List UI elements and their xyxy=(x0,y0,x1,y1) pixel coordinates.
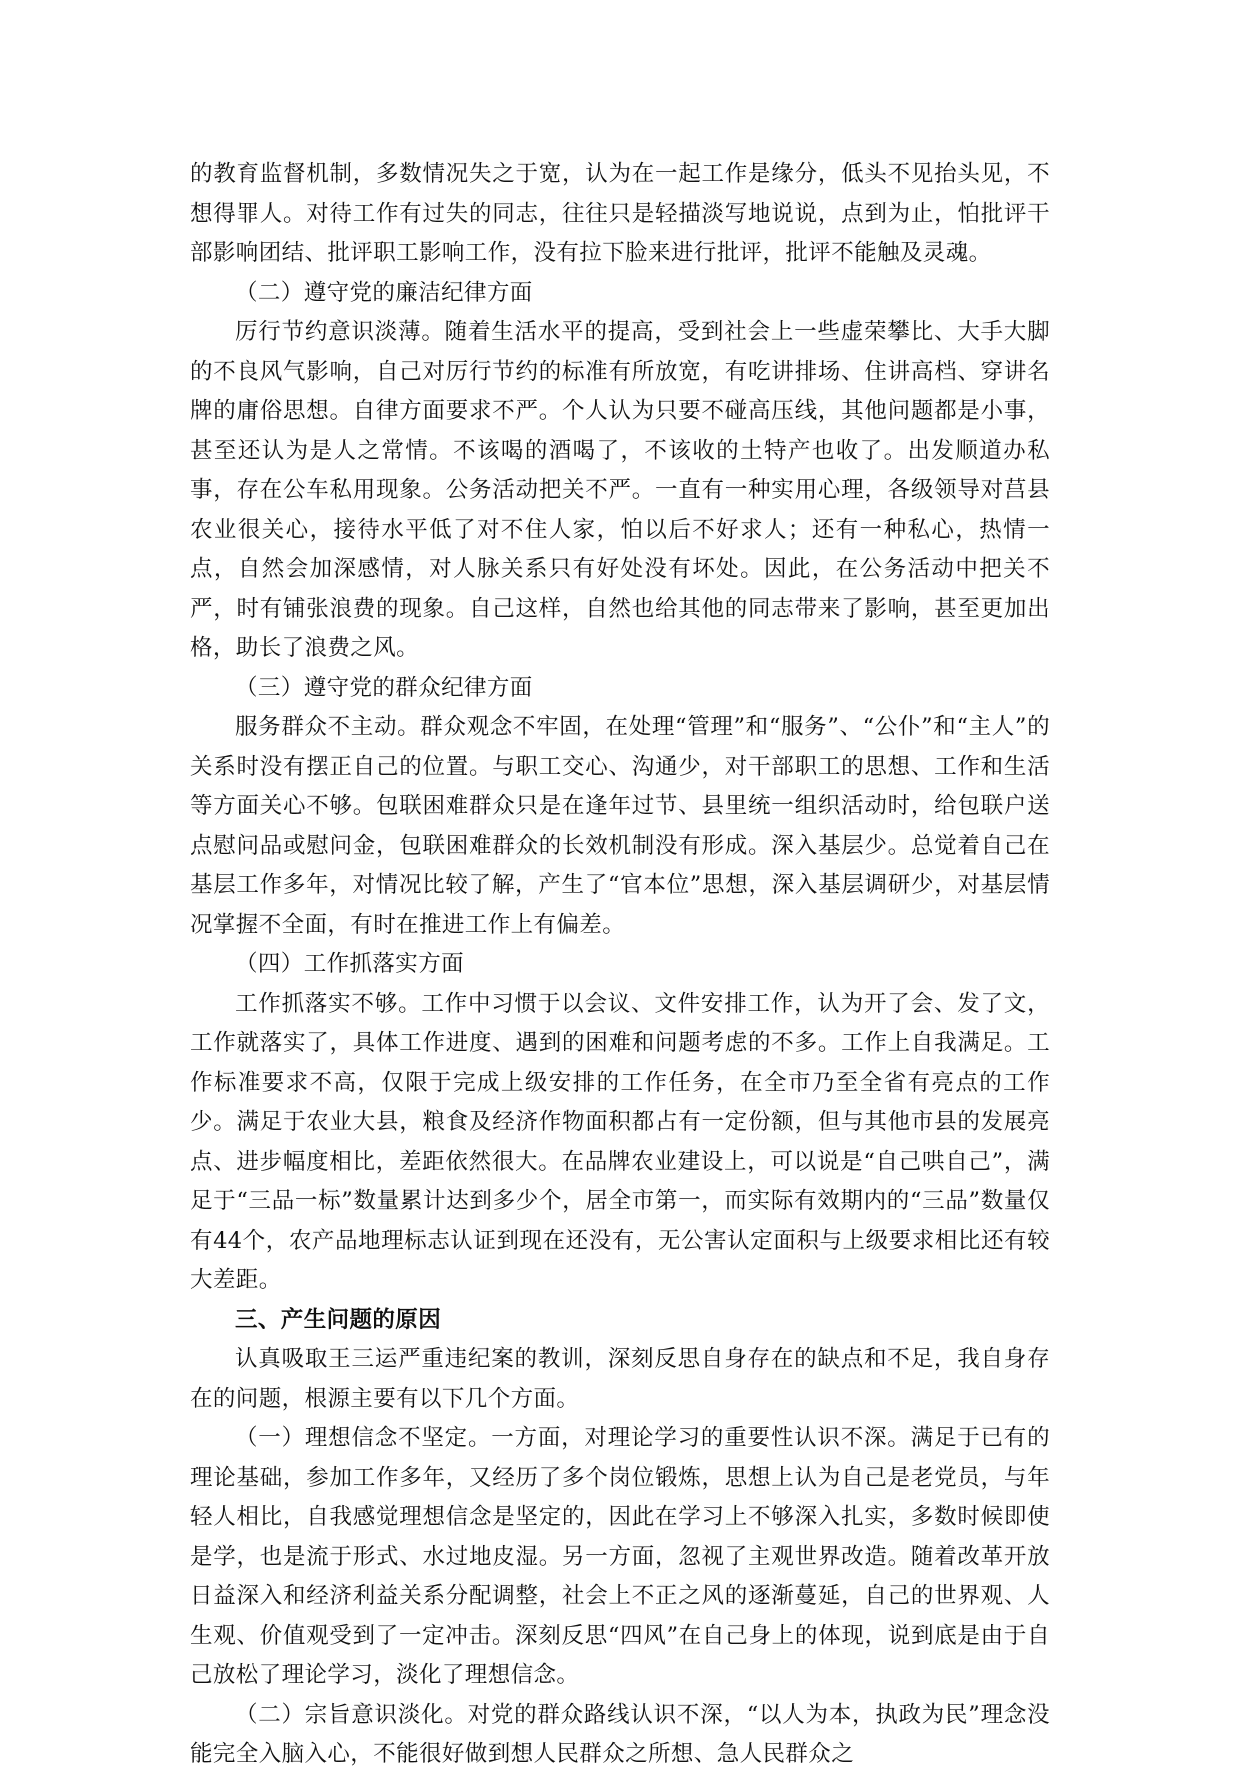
document-page xyxy=(190,155,1050,1775)
chapter-heading-causes: 三、产生问题的原因 xyxy=(235,1306,442,1333)
paragraph-mass-discipline: 服务群众不主动。群众观念不牢固，在处理“管理”和“服务”、“公仆”和“主人”的关系时没有摆正自己的位置。与职工交心、沟通少，对干部职工的思想、工作和生活等方面关心不够。包联困难群众只是在逢年过节、县里统一组织活动时，给包联户送点慰问品或慰问金，包联困难群众的长效机制没有形成。深入基层少。总觉着自己在基层工作多年，对情况比较了解，产生了“官本位”思想，深入基层调研少，对基层情况掌握不全面，有时在推进工作上有偏差。 xyxy=(190,714,1050,938)
paragraph-integrity-discipline: 厉行节约意识淡薄。随着生活水平的提高，受到社会上一些虚荣攀比、大手大脚的不良风气影响，自己对厉行节约的标准有所放宽，有吃讲排场、住讲高档、穿讲名牌的庸俗思想。自律方面要求不严。个人认为只要不碰高压线，其他问题都是小事，甚至还认为是人之常情。不该喝的酒喝了，不该收的土特产也收了。出发顺道办私事，存在公车私用现象。公务活动把关不严。一直有一种实用心理，各级领导对莒县农业很关心，接待水平低了对不住人家，怕以后不好求人；还有一种私心，热情一点，自然会加深感情，对人脉关系只有好处没有坏处。因此，在公务活动中把关不严，时有铺张浪费的现象。自己这样，自然也给其他的同志带来了影响，甚至更加出格，助长了浪费之风。 xyxy=(190,319,1050,661)
paragraph-ideals-beliefs: （一）理想信念不坚定。一方面，对理论学习的重要性认识不深。满足于已有的理论基础，参加工作多年，又经历了多个岗位锻炼，思想上认为自己是老党员，与年轻人相比，自我感觉理想信念是坚定的，因此在学习上不够深入扎实，多数时候即使是学，也是流于形式、水过地皮湿。另一方面，忽视了主观世界改造。随着改革开放日益深入和经济利益关系分配调整，社会上不正之风的逐渐蔓延，自己的世界观、人生观、价值观受到了一定冲击。深刻反思“四风”在自己身上的体现，说到底是由于自己放松了理论学习，淡化了理想信念。 xyxy=(190,1425,1050,1688)
section-heading-integrity-discipline: （二）遵守党的廉洁纪律方面 xyxy=(235,279,533,306)
paragraph-work-implementation: 工作抓落实不够。工作中习惯于以会议、文件安排工作，认为开了会、发了文，工作就落实了，具体工作进度、遇到的困难和问题考虑的不多。工作上自我满足。工作标准要求不高，仅限于完成上级安排的工作任务，在全市乃至全省有亮点的工作少。满足于农业大县，粮食及经济作物面积都占有一定份额，但与其他市县的发展亮点、进步幅度相比，差距依然很大。在品牌农业建设上，可以说是“自己哄自己”，满足于“三品一标”数量累计达到多少个，居全市第一，而实际有效期内的“三品”数量仅有44个，农产品地理标志认证到现在还没有，无公害认定面积与上级要求相比还有较大差距。 xyxy=(190,990,1050,1293)
paragraph-causes-intro: 认真吸取王三运严重违纪案的教训，深刻反思自身存在的缺点和不足，我自身存在的问题，根源主要有以下几个方面。 xyxy=(190,1346,1050,1412)
section-heading-work-implementation: （四）工作抓落实方面 xyxy=(235,951,465,977)
section-heading-mass-discipline: （三）遵守党的群众纪律方面 xyxy=(235,674,533,701)
paragraph-purpose-awareness: （二）宗旨意识淡化。对党的群众路线认识不深，“以人为本，执政为民”理念没能完全入脑入心，不能很好做到想人民群众之所想、急人民群众之 xyxy=(190,1701,1050,1767)
paragraph-continued: 的教育监督机制，多数情况失之于宽，认为在一起工作是缘分，低头不见抬头见，不想得罪人。对待工作有过失的同志，往往只是轻描淡写地说说，点到为止，怕批评干部影响团结、批评职工影响工作，没有拉下脸来进行批评，批评不能触及灵魂。 xyxy=(190,161,1050,266)
